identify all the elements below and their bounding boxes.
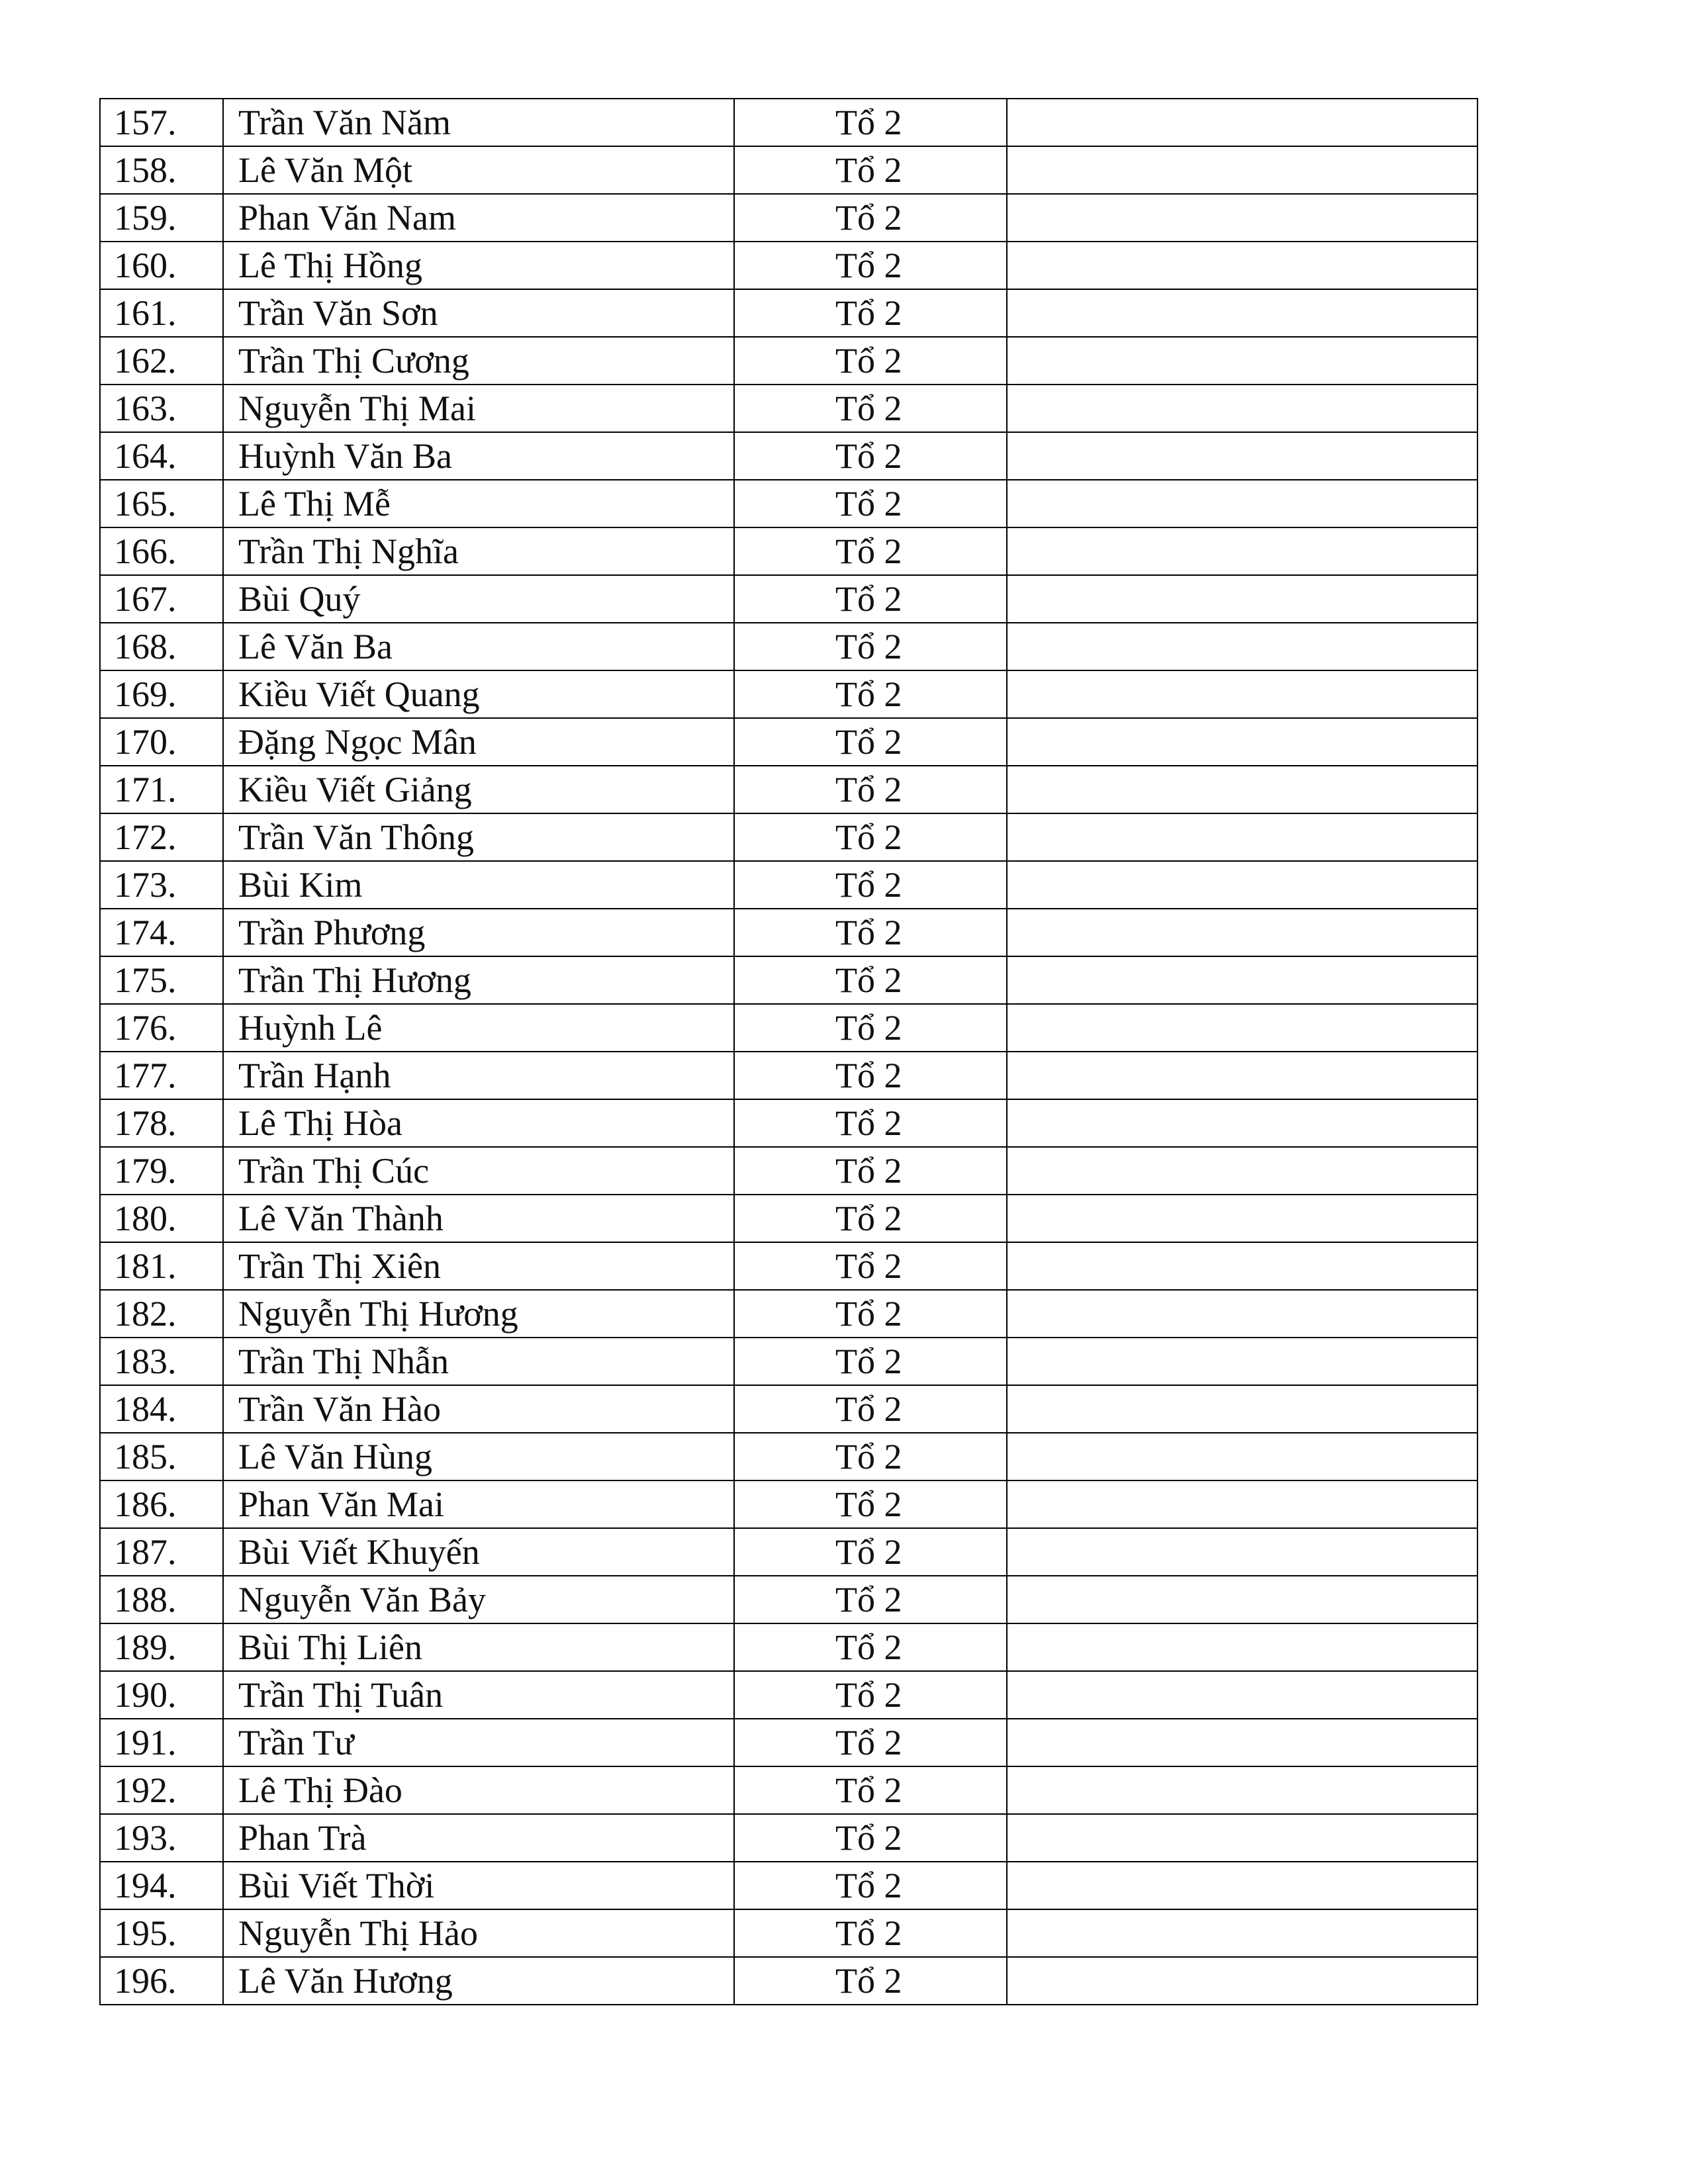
row-number-cell: 162. [100, 337, 223, 385]
note-cell [1007, 956, 1477, 1004]
table-row [100, 956, 1477, 1004]
table-row [100, 575, 1477, 623]
member-name-cell: Nguyễn Văn Bảy [223, 1576, 734, 1623]
note-cell [1007, 1576, 1477, 1623]
note-cell [1007, 1385, 1477, 1433]
member-name-cell: Bùi Viết Khuyến [223, 1528, 734, 1576]
note-cell [1007, 289, 1477, 337]
group-cell: Tổ 2 [734, 1957, 1007, 2005]
group-cell: Tổ 2 [734, 813, 1007, 861]
note-cell [1007, 1766, 1477, 1814]
note-cell [1007, 337, 1477, 385]
note-cell [1007, 1338, 1477, 1385]
table-row [100, 1195, 1477, 1242]
member-name-cell: Nguyễn Thị Mai [223, 385, 734, 432]
row-number-cell: 192. [100, 1766, 223, 1814]
row-number-cell: 187. [100, 1528, 223, 1576]
group-cell: Tổ 2 [734, 1290, 1007, 1338]
row-number-cell: 179. [100, 1147, 223, 1195]
group-cell: Tổ 2 [734, 385, 1007, 432]
member-name-cell: Bùi Viết Thời [223, 1862, 734, 1909]
table-row [100, 432, 1477, 480]
row-number-cell: 157. [100, 99, 223, 146]
group-cell: Tổ 2 [734, 766, 1007, 813]
note-cell [1007, 385, 1477, 432]
note-cell [1007, 1480, 1477, 1528]
row-number-cell: 193. [100, 1814, 223, 1862]
table-row [100, 1623, 1477, 1671]
group-cell: Tổ 2 [734, 1814, 1007, 1862]
member-name-cell: Kiều Viết Giảng [223, 766, 734, 813]
table-row [100, 1242, 1477, 1290]
group-cell: Tổ 2 [734, 242, 1007, 289]
row-number-cell: 184. [100, 1385, 223, 1433]
group-cell: Tổ 2 [734, 718, 1007, 766]
table-row [100, 337, 1477, 385]
row-number-cell: 196. [100, 1957, 223, 2005]
member-name-cell: Trần Văn Năm [223, 99, 734, 146]
table-row [100, 1385, 1477, 1433]
row-number-cell: 166. [100, 527, 223, 575]
group-cell: Tổ 2 [734, 1719, 1007, 1766]
group-cell: Tổ 2 [734, 909, 1007, 956]
member-name-cell: Trần Văn Hào [223, 1385, 734, 1433]
member-name-cell: Phan Văn Mai [223, 1480, 734, 1528]
member-table [99, 98, 1478, 2005]
row-number-cell: 178. [100, 1099, 223, 1147]
member-name-cell: Trần Thị Cúc [223, 1147, 734, 1195]
table-row [100, 1957, 1477, 2005]
note-cell [1007, 1433, 1477, 1480]
note-cell [1007, 1147, 1477, 1195]
group-cell: Tổ 2 [734, 1242, 1007, 1290]
group-cell: Tổ 2 [734, 1528, 1007, 1576]
row-number-cell: 158. [100, 146, 223, 194]
group-cell: Tổ 2 [734, 1862, 1007, 1909]
row-number-cell: 159. [100, 194, 223, 242]
member-name-cell: Bùi Kim [223, 861, 734, 909]
row-number-cell: 169. [100, 670, 223, 718]
note-cell [1007, 718, 1477, 766]
group-cell: Tổ 2 [734, 1195, 1007, 1242]
note-cell [1007, 1814, 1477, 1862]
table-row [100, 1671, 1477, 1719]
row-number-cell: 191. [100, 1719, 223, 1766]
group-cell: Tổ 2 [734, 432, 1007, 480]
row-number-cell: 180. [100, 1195, 223, 1242]
note-cell [1007, 766, 1477, 813]
group-cell: Tổ 2 [734, 289, 1007, 337]
member-name-cell: Nguyễn Thị Hương [223, 1290, 734, 1338]
member-name-cell: Nguyễn Thị Hảo [223, 1909, 734, 1957]
note-cell [1007, 670, 1477, 718]
member-name-cell: Lê Văn Hùng [223, 1433, 734, 1480]
table-row [100, 1147, 1477, 1195]
group-cell: Tổ 2 [734, 1385, 1007, 1433]
table-row [100, 1052, 1477, 1099]
group-cell: Tổ 2 [734, 623, 1007, 670]
table-row [100, 146, 1477, 194]
group-cell: Tổ 2 [734, 1909, 1007, 1957]
group-cell: Tổ 2 [734, 99, 1007, 146]
row-number-cell: 172. [100, 813, 223, 861]
member-name-cell: Lê Thị Đào [223, 1766, 734, 1814]
member-name-cell: Trần Thị Cương [223, 337, 734, 385]
member-name-cell: Phan Trà [223, 1814, 734, 1862]
table-row [100, 670, 1477, 718]
table-row [100, 813, 1477, 861]
table-row [100, 1719, 1477, 1766]
row-number-cell: 171. [100, 766, 223, 813]
note-cell [1007, 527, 1477, 575]
row-number-cell: 183. [100, 1338, 223, 1385]
row-number-cell: 188. [100, 1576, 223, 1623]
member-name-cell: Trần Thị Nhẫn [223, 1338, 734, 1385]
note-cell [1007, 1242, 1477, 1290]
table-row [100, 1004, 1477, 1052]
group-cell: Tổ 2 [734, 146, 1007, 194]
member-name-cell: Trần Thị Xiên [223, 1242, 734, 1290]
table-row [100, 623, 1477, 670]
member-name-cell: Lê Văn Thành [223, 1195, 734, 1242]
note-cell [1007, 1957, 1477, 2005]
group-cell: Tổ 2 [734, 670, 1007, 718]
note-cell [1007, 480, 1477, 527]
member-name-cell: Lê Thị Hồng [223, 242, 734, 289]
note-cell [1007, 194, 1477, 242]
row-number-cell: 167. [100, 575, 223, 623]
table-row [100, 1766, 1477, 1814]
note-cell [1007, 1623, 1477, 1671]
note-cell [1007, 1528, 1477, 1576]
table-row [100, 527, 1477, 575]
table-row [100, 718, 1477, 766]
note-cell [1007, 813, 1477, 861]
table-row [100, 242, 1477, 289]
member-name-cell: Trần Phương [223, 909, 734, 956]
table-row [100, 194, 1477, 242]
table-row [100, 1862, 1477, 1909]
note-cell [1007, 242, 1477, 289]
table-row [100, 480, 1477, 527]
note-cell [1007, 99, 1477, 146]
member-name-cell: Lê Văn Ba [223, 623, 734, 670]
table-row [100, 385, 1477, 432]
group-cell: Tổ 2 [734, 1052, 1007, 1099]
member-name-cell: Trần Văn Thông [223, 813, 734, 861]
row-number-cell: 177. [100, 1052, 223, 1099]
member-name-cell: Kiều Viết Quang [223, 670, 734, 718]
member-name-cell: Đặng Ngọc Mân [223, 718, 734, 766]
group-cell: Tổ 2 [734, 861, 1007, 909]
group-cell: Tổ 2 [734, 1671, 1007, 1719]
note-cell [1007, 432, 1477, 480]
group-cell: Tổ 2 [734, 575, 1007, 623]
member-name-cell: Bùi Thị Liên [223, 1623, 734, 1671]
group-cell: Tổ 2 [734, 956, 1007, 1004]
group-cell: Tổ 2 [734, 480, 1007, 527]
note-cell [1007, 1004, 1477, 1052]
table-row [100, 289, 1477, 337]
group-cell: Tổ 2 [734, 1147, 1007, 1195]
table-row [100, 861, 1477, 909]
row-number-cell: 170. [100, 718, 223, 766]
member-name-cell: Phan Văn Nam [223, 194, 734, 242]
member-name-cell: Bùi Quý [223, 575, 734, 623]
member-name-cell: Trần Thị Tuân [223, 1671, 734, 1719]
table-row [100, 1909, 1477, 1957]
row-number-cell: 176. [100, 1004, 223, 1052]
member-name-cell: Lê Thị Mễ [223, 480, 734, 527]
group-cell: Tổ 2 [734, 1433, 1007, 1480]
table-row [100, 1338, 1477, 1385]
table-row [100, 1814, 1477, 1862]
note-cell [1007, 1052, 1477, 1099]
table-row [100, 1576, 1477, 1623]
note-cell [1007, 1671, 1477, 1719]
member-name-cell: Huỳnh Văn Ba [223, 432, 734, 480]
member-name-cell: Trần Tư [223, 1719, 734, 1766]
row-number-cell: 168. [100, 623, 223, 670]
note-cell [1007, 146, 1477, 194]
table-row [100, 766, 1477, 813]
row-number-cell: 182. [100, 1290, 223, 1338]
table-row [100, 1433, 1477, 1480]
table-row [100, 909, 1477, 956]
group-cell: Tổ 2 [734, 337, 1007, 385]
group-cell: Tổ 2 [734, 1576, 1007, 1623]
group-cell: Tổ 2 [734, 527, 1007, 575]
table-row [100, 1099, 1477, 1147]
row-number-cell: 181. [100, 1242, 223, 1290]
note-cell [1007, 575, 1477, 623]
member-name-cell: Trần Thị Nghĩa [223, 527, 734, 575]
note-cell [1007, 623, 1477, 670]
group-cell: Tổ 2 [734, 1480, 1007, 1528]
row-number-cell: 189. [100, 1623, 223, 1671]
row-number-cell: 185. [100, 1433, 223, 1480]
member-name-cell: Trần Hạnh [223, 1052, 734, 1099]
member-name-cell: Huỳnh Lê [223, 1004, 734, 1052]
table-row [100, 1480, 1477, 1528]
group-cell: Tổ 2 [734, 1623, 1007, 1671]
row-number-cell: 186. [100, 1480, 223, 1528]
member-name-cell: Lê Văn Một [223, 146, 734, 194]
row-number-cell: 194. [100, 1862, 223, 1909]
row-number-cell: 195. [100, 1909, 223, 1957]
note-cell [1007, 1099, 1477, 1147]
note-cell [1007, 1909, 1477, 1957]
row-number-cell: 160. [100, 242, 223, 289]
row-number-cell: 174. [100, 909, 223, 956]
group-cell: Tổ 2 [734, 1766, 1007, 1814]
member-name-cell: Trần Văn Sơn [223, 289, 734, 337]
table-row [100, 1290, 1477, 1338]
table-row [100, 1528, 1477, 1576]
note-cell [1007, 1719, 1477, 1766]
member-table-body [100, 99, 1477, 2005]
group-cell: Tổ 2 [734, 194, 1007, 242]
row-number-cell: 161. [100, 289, 223, 337]
row-number-cell: 175. [100, 956, 223, 1004]
row-number-cell: 165. [100, 480, 223, 527]
note-cell [1007, 1862, 1477, 1909]
table-row [100, 99, 1477, 146]
note-cell [1007, 1290, 1477, 1338]
member-name-cell: Lê Thị Hòa [223, 1099, 734, 1147]
group-cell: Tổ 2 [734, 1004, 1007, 1052]
member-name-cell: Trần Thị Hương [223, 956, 734, 1004]
note-cell [1007, 909, 1477, 956]
member-name-cell: Lê Văn Hương [223, 1957, 734, 2005]
note-cell [1007, 861, 1477, 909]
row-number-cell: 163. [100, 385, 223, 432]
row-number-cell: 173. [100, 861, 223, 909]
note-cell [1007, 1195, 1477, 1242]
row-number-cell: 190. [100, 1671, 223, 1719]
group-cell: Tổ 2 [734, 1099, 1007, 1147]
group-cell: Tổ 2 [734, 1338, 1007, 1385]
row-number-cell: 164. [100, 432, 223, 480]
